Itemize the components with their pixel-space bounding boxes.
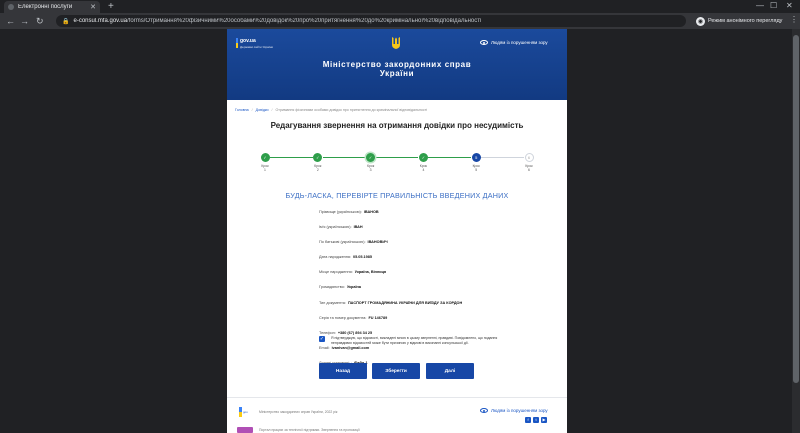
review-field-label: Ім'я (українською):: [319, 225, 352, 230]
step-label-number: 4: [422, 168, 425, 172]
review-field-value: +380 (67) 894 34 25: [337, 330, 373, 335]
step-number-icon: 6: [525, 153, 534, 162]
trident-icon: [391, 36, 401, 50]
back-nav-button[interactable]: ←: [6, 16, 15, 26]
maximize-button[interactable]: ☐: [770, 1, 778, 10]
check-icon: ✓: [419, 153, 428, 162]
gov-ua-logo[interactable]: [236, 38, 273, 49]
next-button[interactable]: Далі: [426, 363, 474, 379]
review-row: [319, 346, 519, 361]
gov-logo-title: gov.ua: [240, 38, 256, 44]
form-stepper: [257, 153, 537, 177]
page-header: [227, 29, 567, 100]
review-field-value: Україна, Вінниця: [354, 270, 387, 275]
tab-title: Електронні послуги: [18, 4, 73, 10]
reload-button[interactable]: ↻: [36, 16, 44, 26]
review-field-value: ІВАНОВ: [363, 210, 379, 214]
address-url: [73, 18, 481, 24]
review-field-value: FU 146789: [368, 315, 388, 320]
page-scrollbar[interactable]: [792, 29, 800, 433]
review-field-value: ІВАНОВИЧ: [367, 240, 388, 245]
stepper-connector: [323, 157, 366, 158]
breadcrumb: Головна / Довідки / Отримання фізичними особами довідок про притягнення до кримінальної відповідальності: [235, 108, 428, 112]
stepper-step-3[interactable]: [361, 153, 381, 172]
ministry-title-line2: України: [379, 69, 415, 78]
review-data-list: [319, 210, 519, 376]
step-label-number: 3: [369, 168, 372, 172]
stepper-step-5[interactable]: [466, 153, 486, 172]
browser-toolbar: [0, 13, 800, 29]
review-field-label: Серія та номер документа:: [319, 315, 367, 320]
review-row: [319, 285, 519, 300]
stepper-step-1[interactable]: [255, 153, 275, 172]
youtube-icon[interactable]: ▶: [542, 417, 546, 422]
confirmation-text: Я підтверджую, що відомості, викладені мною в цьому зверненні, правдиві. Повідомлено, що подання неправдивих відомостей може бути причиною у відмові в виконанні консульської дії.: [331, 336, 498, 345]
step-label-text: Крок: [366, 164, 375, 168]
footer-divider: [227, 397, 567, 398]
footer-accessibility-label: Людям із порушенням зору: [491, 408, 548, 413]
footer-gov-logo-icon: [239, 407, 249, 417]
review-field-value: ivanivan@gmail.com: [331, 345, 370, 350]
step-label-text: Крок: [261, 164, 269, 168]
step-label-number: 5: [475, 168, 478, 172]
step-label-number: 1: [264, 168, 266, 172]
stepper-step-label: [519, 164, 539, 172]
review-row: [319, 240, 519, 255]
check-icon: ✓: [313, 153, 322, 162]
step-label-text: Крок: [472, 164, 480, 168]
footer-eye-icon: [480, 408, 488, 413]
step-label-text: Крок: [419, 164, 427, 168]
stepper-step-label: [466, 164, 486, 172]
confirm-heading: БУДЬ-ЛАСКА, ПЕРЕВІРТЕ ПРАВИЛЬНІСТЬ ВВЕДЕНИХ ДАНИХ: [285, 191, 509, 200]
social-links: [525, 417, 547, 423]
step-number-icon: 5: [472, 153, 481, 162]
stepper-step-6[interactable]: [519, 153, 539, 172]
review-field-label: Тип документа:: [319, 300, 346, 305]
tab-favicon-icon: [8, 4, 14, 10]
lock-icon: 🔒: [62, 18, 70, 25]
review-field-value: ПАСПОРТ ГРОМАДЯНИНА УКРАЇНИ ДЛЯ ВИЇЗДУ ЗА КОРДОН: [347, 300, 463, 305]
tab-close-icon[interactable]: ✕: [90, 3, 96, 11]
incognito-indicator[interactable]: [696, 15, 786, 27]
page-viewport: [0, 29, 800, 433]
address-bar[interactable]: [56, 15, 686, 27]
check-icon: ✓: [366, 153, 375, 162]
footer-partner-badge: [237, 427, 253, 433]
confirmation-checkbox-block: [319, 336, 509, 346]
review-field-value: Україна: [346, 285, 361, 290]
stepper-step-label: [255, 164, 275, 172]
svg-text:gov: gov: [243, 410, 248, 414]
close-window-button[interactable]: ✕: [786, 1, 793, 10]
url-host: e-consul.mfa.gov.ua: [73, 18, 128, 24]
stepper-step-4[interactable]: [413, 153, 433, 172]
new-tab-button[interactable]: +: [108, 1, 114, 12]
review-field-label: Email:: [319, 345, 330, 350]
review-row: [319, 225, 519, 240]
stepper-step-2[interactable]: [308, 153, 328, 172]
step-label-text: Крок: [314, 164, 322, 168]
ministry-title-line1: Міністерство закордонних справ: [322, 60, 472, 69]
confirmation-checkbox[interactable]: ✓: [319, 336, 325, 342]
breadcrumb-home[interactable]: Головна: [235, 108, 249, 112]
back-button[interactable]: Назад: [319, 363, 367, 379]
stepper-connector: [376, 157, 419, 158]
browser-menu-button[interactable]: ⋮: [790, 15, 798, 24]
facebook-icon[interactable]: f: [525, 417, 531, 423]
stepper-connector: [481, 157, 524, 158]
step-label-number: 2: [316, 168, 319, 172]
review-field-label: По батькові (українською):: [319, 240, 366, 245]
review-field-label: Прізвище (українською):: [319, 210, 362, 214]
eye-icon: [480, 40, 488, 45]
stepper-step-label: [361, 164, 381, 172]
page-title: Редагування звернення на отримання довідки про несудимість: [270, 121, 524, 130]
review-row: [319, 210, 519, 225]
stepper-step-label: [413, 164, 433, 172]
step-label-text: Крок: [525, 164, 533, 168]
url-path: /forms/Отримання%20фізичними%20особами%20довідок%20про%20притягнення%20до%20кримінальної%20відповідальності: [127, 18, 482, 24]
review-row: [319, 255, 519, 270]
save-button[interactable]: Зберегти: [372, 363, 420, 379]
ministry-title: [227, 60, 567, 78]
accessibility-link-label: Людям із порушенням зору: [491, 40, 548, 45]
page-content: [227, 29, 567, 433]
stepper-step-label: [308, 164, 328, 172]
twitter-icon[interactable]: t: [533, 417, 539, 423]
review-field-label: Місце народження:: [319, 270, 353, 275]
review-field-value: ІВАН: [353, 225, 363, 230]
review-row: [319, 316, 519, 331]
review-field-value: 05.05.1985: [352, 255, 372, 260]
review-field-label: Телефон:: [319, 330, 336, 335]
check-icon: ✓: [261, 153, 270, 162]
stepper-connector: [270, 157, 313, 158]
minimize-button[interactable]: —: [756, 1, 764, 10]
stepper-connector: [428, 157, 471, 158]
review-row: [319, 301, 519, 316]
footer-copyright: Міністерство закордонних справ України, 2022 рік: [259, 410, 338, 414]
gov-logo-subtitle: Державні сайти України: [240, 45, 274, 49]
breadcrumb-services[interactable]: Довідки: [255, 108, 269, 112]
browser-tab[interactable]: [4, 1, 100, 13]
review-field-label: Громадянство:: [319, 285, 345, 290]
scrollbar-thumb[interactable]: [793, 35, 799, 383]
incognito-label: Режим анонімного перегляду: [708, 18, 783, 24]
breadcrumb-current: Отримання фізичними особами довідок про притягнення до кримінальної відповідальності: [275, 108, 428, 112]
browser-tab-bar: [0, 0, 800, 13]
accessibility-link[interactable]: [480, 40, 548, 45]
review-row: [319, 270, 519, 285]
incognito-icon: ◉: [697, 18, 704, 25]
forward-nav-button[interactable]: →: [20, 16, 29, 26]
review-field-label: Дата народження:: [319, 255, 351, 260]
footer-accessibility-link[interactable]: [480, 408, 548, 413]
step-label-number: 6: [528, 168, 530, 172]
flag-icon: [236, 38, 238, 48]
footer-note: Портал працює за технічної підтримки. Звернення та пропозиції: [259, 428, 360, 432]
